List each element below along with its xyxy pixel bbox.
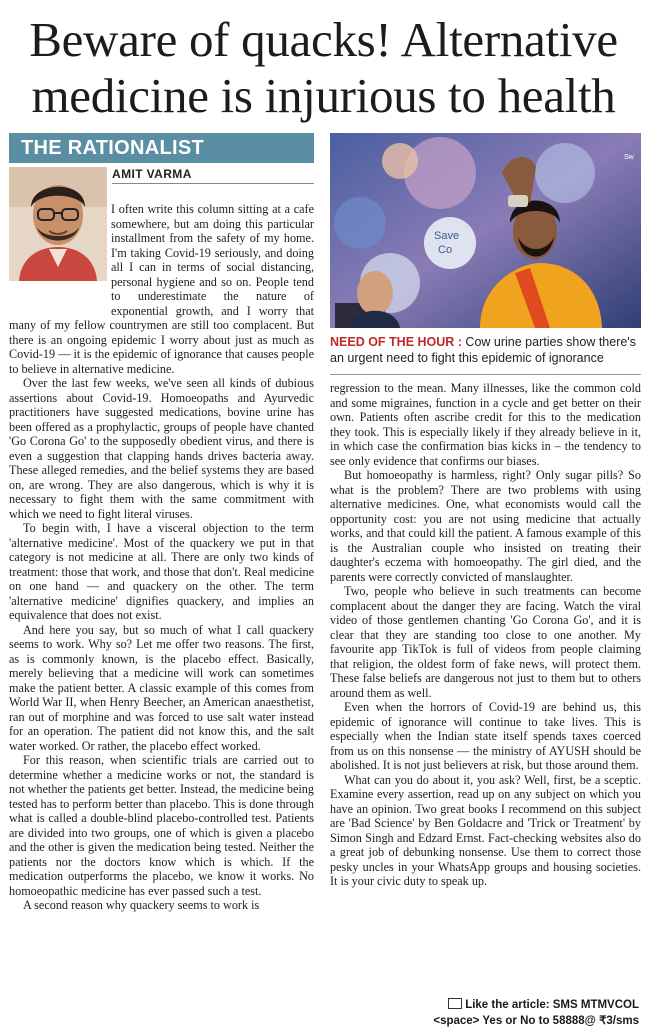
paragraph: But homoeopathy is harmless, right? Only sugar pills? So what is the problem? There are two problems with using alternative medicines. One, what economists would call the opportunity cost: you are not using medicine that actually works, and that could kill the patient. A famous example of this is the Australian couple who insisted on treating their daughter's eczema with homoeopathy. The girl died, and the parents were correctly convicted of manslaughter.	[330, 468, 641, 584]
paragraph: A second reason why quackery seems to work is	[23, 898, 260, 912]
envelope-icon	[448, 998, 462, 1009]
headline-line-1: Beware of quacks! Alternative	[29, 12, 618, 67]
sms-line-1: Like the article: SMS MTMVCOL	[465, 999, 639, 1011]
author-photo	[9, 167, 107, 281]
caption-divider	[330, 374, 641, 375]
paragraph: And here you say, but so much of what I call quackery seems to work. Why so? Let me offer two reasons. The first, as is commonly known, is the placebo effect. Basically, merely believing that a medicine will work can sometimes make the patient better. A classic example of this comes from World War II, when Henry Beecher, an American anaesthetist, ran out of morphine and was forced to use salt water instead for an operation. The patient did not know this, and the salt water worked. Or rather, the placebo effect worked.	[9, 622, 314, 753]
sms-line-2: <space> Yes or No to 58888@ ₹3/sms	[433, 1015, 639, 1027]
caption-text: Cow urine parties show there's an urgent need to fight this epidemic of ignorance	[330, 335, 636, 365]
headline-line-2: medicine is injurious to health	[31, 68, 616, 123]
svg-text:Co: Co	[438, 244, 453, 256]
sms-feedback	[433, 997, 639, 1029]
left-column	[9, 133, 314, 913]
cow-urine-party-photo	[330, 133, 641, 328]
paragraph: What can you do about it, you ask? Well, first, be a sceptic. Examine every assertion, read up on any subject on which you have an opinion. Two great books I recommend on this subject are 'Bad Science' by Ben Goldacre and 'Trick or Treatment' by Simon Singh and Edzard Ernst. Fact-checking websites also do a great job of debunking nonsense. Use them to correct those pesky uncles in your WhatsApp groups and housing societies. It is your civic duty to speak up.	[330, 772, 641, 888]
column-section-label: THE RATIONALIST	[9, 133, 314, 163]
headline	[0, 12, 647, 124]
paragraph: Two, people who believe in such treatments can become complacent about the danger they are facing. Watch the viral video of those gentlemen chanting 'Go Corona Go', and it is clear that they are standing too close to one another. My favourite app TikTok is full of videos from people claiming that religion, the oldest form of fake news, will protect them. These false beliefs are dangerous not just to them but to others around them as well.	[330, 584, 641, 700]
news-photo	[330, 133, 641, 328]
right-column	[330, 133, 641, 889]
paragraph: To begin with, I have a visceral objection to the term 'alternative medicine'. Most of the quackery we put in that category is not medicine at all. There are only two kinds of treatment: those that work, and those that don't. Real medicine on one hand — and quackery on the other. The term 'alternative medicine' dignifies quackery, and implies an equivalence that does not exist.	[9, 521, 314, 622]
byline-divider	[112, 183, 314, 184]
paragraph: regression to the mean. Many illnesses, like the common cold and some migraines, function in a cycle and get better on their own. Patients often ascribe credit for this to the medication they took. This is especially likely if they already believe in it, in which case the confirmation bias kicks in – the tendency to see only evidence that confirms our biases.	[330, 381, 641, 468]
author-portrait-image	[9, 167, 107, 281]
author-name: AMIT VARMA	[112, 167, 192, 181]
paragraph: Even when the horrors of Covid-19 are behind us, this epidemic of ignorance will continue to take lives. This is especially when the Indian state itself spends taxes coerced from us on this nonsense — the ministry of AYUSH should be abolished. It is not just believers at risk, but those around them.	[330, 700, 641, 772]
photo-caption	[330, 328, 641, 364]
paragraph: Over the last few weeks, we've seen all kinds of dubious assertions about Covid-19. Homoeopaths and Ayurvedic practitioners have suggested medications, bovine urine has been offered as a prophylactic, groups of people have chanted 'Go Corona Go' to the supposedly obedient virus, and there is even a suggestion that clapping hands drives bacteria away. These alleged remedies, and the belief systems they are based on, are wrong. They are also dangerous, which is why it is necessary to fight them with the same commitment with which we need to fight literal viruses.	[9, 376, 314, 521]
svg-text:Sw: Sw	[624, 154, 634, 161]
paragraph: For this reason, when scientific trials are carried out to determine whether a medicine works or not, the standard is not whether the patients get better. Instead, the medicine being tested has to perform better than placebo. This is done through what is called a double-blind placebo-controlled test. Patients are divided into two groups, one of which is given a placebo and the other is given the medication being tested. Neither the patients nor the doctors know which is which. If the medication outperforms the placebo, we know it works. No homoeopathic medicine has ever passed such a test.	[9, 753, 314, 898]
photo-sign-text: Save	[434, 230, 460, 242]
paragraph: I often write this column sitting at a cafe somewhere, but am doing this particular installment from the safety of my home. I'm taking Covid-19 seriously, and doing all I can in terms of social distancing, personal hygiene and so on. People tend to underestimate the nature of exponential growth, and I worry that many of my fellow countrymen are still too complacent. But there is an ongoing epidemic I worry about just as much as Covid-19 — it is the epidemic of ignorance that causes people to believe in alternative medicine.	[9, 202, 314, 376]
article-body-right	[330, 381, 641, 889]
caption-lead: NEED OF THE HOUR :	[330, 335, 462, 349]
